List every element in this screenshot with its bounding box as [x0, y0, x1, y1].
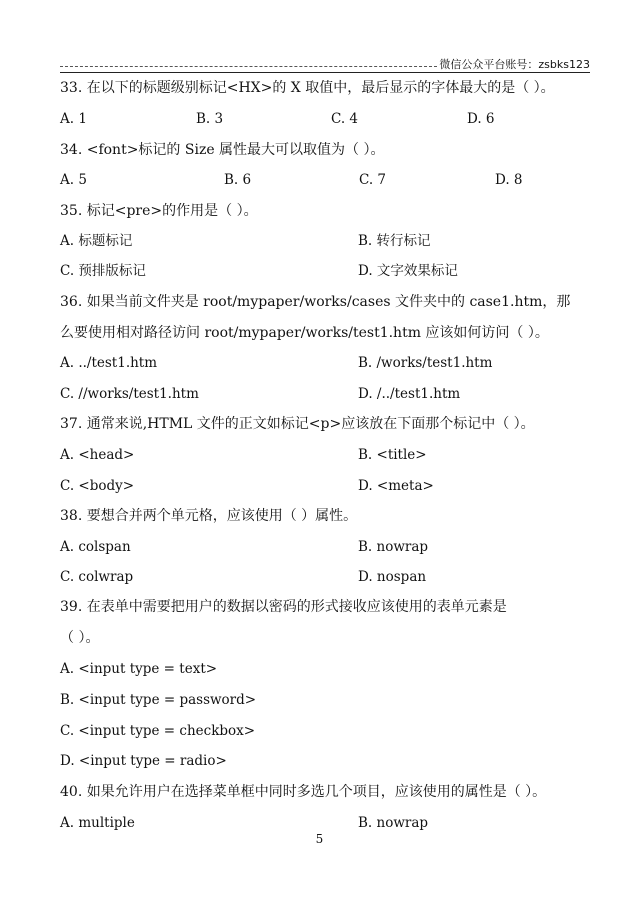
q40-option-a: A. multiple	[60, 815, 135, 831]
q39-option-c: C. <input type = checkbox>	[60, 723, 256, 739]
q37-option-c: C. <body>	[60, 478, 135, 494]
q39-option-b: B. <input type = password>	[60, 692, 257, 708]
q36-option-c: C. //works/test1.htm	[60, 386, 199, 402]
q38-option-b: B. nowrap	[358, 539, 429, 555]
q33-option-a: A. 1	[60, 111, 87, 127]
q40-option-b: B. nowrap	[358, 815, 429, 831]
q38-option-d: D. nospan	[358, 569, 427, 585]
q35-option-b: B. 转行标记	[358, 233, 431, 249]
q34-option-c: C. 7	[359, 172, 387, 188]
question-40-text: 40. 如果允许用户在选择菜单框中同时多选几个项目，应该使用的属性是（ ）。	[60, 784, 547, 800]
question-38-text: 38. 要想合并两个单元格，应该使用（ ）属性。	[60, 508, 358, 524]
question-37-text: 37. 通常来说,HTML 文件的正文如标记<p>应该放在下面那个标记中（ ）。	[60, 416, 535, 432]
header-dashed-rule	[60, 66, 437, 67]
q33-option-c: C. 4	[331, 111, 359, 127]
question-36-text-line-1: 36. 如果当前文件夹是 root/mypaper/works/cases 文件夹中的 case1.htm，那	[60, 294, 571, 310]
q34-option-d: D. 8	[495, 172, 523, 188]
q37-option-d: D. <meta>	[358, 478, 434, 494]
q34-option-a: A. 5	[60, 172, 87, 188]
header-account: 微信公众平台账号：zsbks123	[439, 58, 590, 71]
q35-option-d: D. 文字效果标记	[358, 263, 458, 279]
question-34-text: 34. <font>标记的 Size 属性最大可以取值为（ ）。	[60, 142, 385, 158]
page-number: 5	[315, 832, 324, 846]
question-39-text-line-1: 39. 在表单中需要把用户的数据以密码的形式接收应该使用的表单元素是	[60, 599, 507, 615]
q33-option-d: D. 6	[467, 111, 495, 127]
question-33-text: 33. 在以下的标题级别标记<HX>的 X 取值中，最后显示的字体最大的是（ ）。	[60, 80, 555, 96]
question-39-text-line-2: （ ）。	[60, 630, 100, 646]
q35-option-c: C. 预排版标记	[60, 263, 146, 279]
q36-option-b: B. /works/test1.htm	[358, 355, 493, 371]
q39-option-d: D. <input type = radio>	[60, 753, 227, 769]
question-35-text: 35. 标记<pre>的作用是（ ）。	[60, 203, 258, 219]
q36-option-a: A. ../test1.htm	[60, 355, 158, 371]
q37-option-b: B. <title>	[358, 447, 427, 463]
q36-option-d: D. /../test1.htm	[358, 386, 461, 402]
q39-option-a: A. <input type = text>	[60, 661, 218, 677]
q37-option-a: A. <head>	[60, 447, 135, 463]
page-header	[60, 56, 590, 73]
q34-option-b: B. 6	[224, 172, 252, 188]
q38-option-c: C. colwrap	[60, 569, 134, 585]
question-36-text-line-2: 么要使用相对路径访问 root/mypaper/works/test1.htm 应该如何访问（ ）。	[60, 325, 549, 341]
q35-option-a: A. 标题标记	[60, 233, 133, 249]
q33-option-b: B. 3	[196, 111, 224, 127]
q38-option-a: A. colspan	[60, 539, 131, 555]
